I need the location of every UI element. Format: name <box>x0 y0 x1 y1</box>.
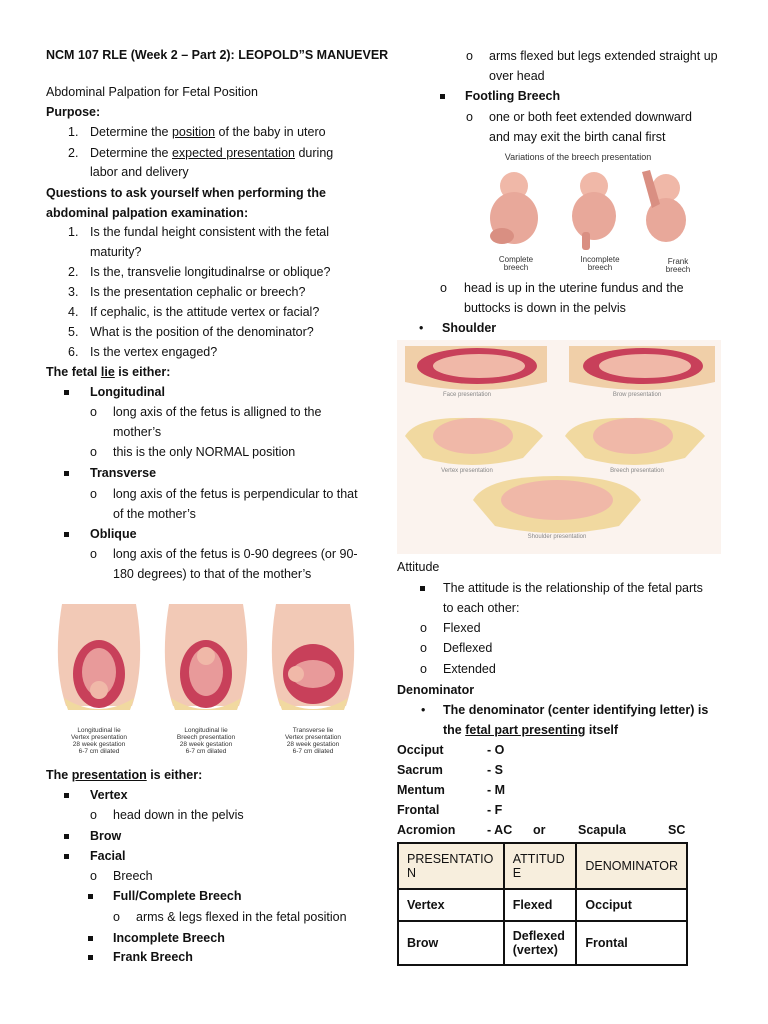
breech-figure-label: Incomplete <box>580 255 620 264</box>
breech-figure-title: Variations of the breech presentation <box>504 152 652 162</box>
purpose-item: Determine the position of the baby in utero <box>90 125 326 139</box>
attitude-item: Flexed <box>443 621 481 635</box>
lie-note-cont: of the mother’s <box>113 507 196 521</box>
square-bullet-icon <box>64 785 69 805</box>
question-item: If cephalic, is the attitude vertex or facial? <box>90 305 320 319</box>
purpose-label: Purpose: <box>46 105 101 119</box>
lie-type: Transverse <box>90 466 157 480</box>
lie-caption: Vertex presentation <box>284 734 342 741</box>
attitude-item: Extended <box>443 662 496 676</box>
circle-bullet-icon: o <box>466 110 473 124</box>
breech-type: Footling Breech <box>465 89 561 103</box>
presentations-figure <box>397 340 721 554</box>
question-num: 1. <box>68 225 79 239</box>
denominator-name: Scapula <box>578 823 626 837</box>
presentation-figure-label: Shoulder presentation <box>527 534 587 540</box>
table-cell: Vertex <box>398 889 504 921</box>
presentation-figure-label: Brow presentation <box>612 392 662 398</box>
square-bullet-icon <box>440 86 445 106</box>
breech-note: arms flexed but legs extended straight up <box>489 49 718 63</box>
shoulder-presentation-figure <box>473 476 641 533</box>
square-bullet-icon <box>64 463 69 483</box>
lie-note-cont: mother’s <box>113 425 162 439</box>
presentation-type: Facial <box>90 849 126 863</box>
vertex-presentation-figure <box>405 418 543 465</box>
brow-presentation-figure <box>569 346 715 390</box>
circle-bullet-icon: o <box>90 547 97 561</box>
presentation-note: head down in the pelvis <box>113 808 244 822</box>
breech-note: head is up in the uterine fundus and the <box>464 281 684 295</box>
breech-figure-label: breech <box>665 265 691 274</box>
breech-presentation-figure <box>565 418 705 465</box>
denominator-or: or <box>533 823 546 837</box>
circle-bullet-icon: o <box>420 621 427 635</box>
table-row <box>398 889 687 921</box>
denominator-definition: The denominator (center identifying letter) is <box>443 703 709 717</box>
lie-heading: The fetal lie is either: <box>46 365 171 379</box>
question-item: Is the vertex engaged? <box>90 345 218 359</box>
question-item: Is the fundal height consistent with the fetal <box>90 225 330 239</box>
circle-bullet-icon: o <box>420 662 427 676</box>
questions-label: abdominal palpation examination: <box>46 206 249 220</box>
question-item: Is the presentation cephalic or breech? <box>90 285 306 299</box>
square-bullet-icon <box>64 382 69 402</box>
lie-note: long axis of the fetus is 0-90 degrees (or 90- <box>113 547 358 561</box>
denominator-name: Sacrum <box>397 763 443 777</box>
denominator-name: Frontal <box>397 803 440 817</box>
fetal-lie-figure <box>44 594 364 762</box>
purpose-num: 2. <box>68 146 79 160</box>
lie-caption: 6-7 cm dilated <box>292 748 334 755</box>
breech-figure-label: breech <box>587 263 613 272</box>
denominator-heading: Denominator <box>397 683 475 697</box>
lie-caption: Breech presentation <box>176 734 236 741</box>
lie-caption: 6-7 cm dilated <box>185 748 227 755</box>
presentation-type: Vertex <box>90 788 128 802</box>
lie-note: this is the only NORMAL position <box>113 445 296 459</box>
lie-note: long axis of the fetus is alligned to the <box>113 405 322 419</box>
lie-caption: Transverse lie <box>292 727 334 734</box>
document-title: NCM 107 RLE (Week 2 – Part 2): LEOPOLD”S MANUEVER <box>46 48 389 62</box>
section-heading: Abdominal Palpation for Fetal Position <box>46 85 258 99</box>
attitude-definition: The attitude is the relationship of the fetal parts <box>443 581 703 595</box>
breech-note: one or both feet extended downward <box>489 110 692 124</box>
complete-breech-figure <box>490 172 538 244</box>
circle-bullet-icon: o <box>90 808 97 822</box>
lie-figure-transverse <box>272 604 354 710</box>
denominator-name: Acromion <box>397 823 456 837</box>
lie-figure-longitudinal-vertex <box>58 604 140 710</box>
square-bullet-icon <box>64 524 69 544</box>
question-num: 3. <box>68 285 79 299</box>
lie-caption: Longitudinal lie <box>184 727 228 734</box>
small-bullet-icon: • <box>421 703 426 717</box>
attitude-denominator-table <box>397 842 688 966</box>
breech-variations-figure <box>466 148 706 276</box>
presentation-type: Brow <box>90 829 122 843</box>
question-num: 4. <box>68 305 79 319</box>
circle-bullet-icon: o <box>420 641 427 655</box>
lie-caption: Vertex presentation <box>70 734 128 741</box>
attitude-heading: Attitude <box>397 560 440 574</box>
breech-figure-label: Frank <box>667 257 689 266</box>
breech-note-cont: over head <box>489 69 545 83</box>
square-bullet-icon <box>88 947 93 967</box>
table-row <box>398 921 687 965</box>
breech-type: Full/Complete Breech <box>113 889 242 903</box>
square-bullet-icon <box>88 928 93 948</box>
breech-note-cont: and may exit the birth canal first <box>489 130 666 144</box>
breech-type: Frank Breech <box>113 950 193 964</box>
purpose-num: 1. <box>68 125 79 139</box>
denominator-code: - O <box>487 743 505 757</box>
lie-caption: 28 week gestation <box>72 741 126 748</box>
circle-bullet-icon: o <box>90 445 97 459</box>
question-num: 5. <box>68 325 79 339</box>
lie-note: long axis of the fetus is perpendicular to that <box>113 487 358 501</box>
presentation-figure-label: Breech presentation <box>610 468 664 474</box>
lie-type: Oblique <box>90 527 137 541</box>
circle-bullet-icon: o <box>90 487 97 501</box>
denominator-code: - M <box>487 783 506 797</box>
incomplete-breech-figure <box>572 172 616 250</box>
table-header-row <box>398 843 687 889</box>
table-cell: Frontal <box>576 921 687 965</box>
denominator-code: SC <box>668 823 686 837</box>
attitude-definition-cont: to each other: <box>443 601 520 615</box>
denominator-code: - AC <box>487 823 513 837</box>
table-cell: Occiput <box>576 889 687 921</box>
circle-bullet-icon: o <box>90 405 97 419</box>
denominator-code: - F <box>487 803 503 817</box>
presentation-subtype: Breech <box>113 869 153 883</box>
lie-figure-longitudinal-breech <box>165 604 247 710</box>
square-bullet-icon <box>64 826 69 846</box>
circle-bullet-icon: o <box>440 281 447 295</box>
denominator-definition-cont: the fetal part presenting itself <box>443 723 619 737</box>
question-num: 2. <box>68 265 79 279</box>
lie-caption: 6-7 cm dilated <box>78 748 120 755</box>
table-header-cell: ATTITUD E <box>504 843 577 889</box>
frank-breech-figure <box>642 170 686 242</box>
question-item: Is the, transvelie longitudinalrse or oblique? <box>90 265 331 279</box>
table-header-cell: PRESENTATIO N <box>398 843 504 889</box>
round-bullet-icon: • <box>419 321 424 335</box>
table-cell: Deflexed (vertex) <box>504 921 577 965</box>
lie-type: Longitudinal <box>90 385 165 399</box>
table-cell: Flexed <box>504 889 577 921</box>
lie-caption: Longitudinal lie <box>77 727 121 734</box>
denominator-name: Occiput <box>397 743 444 757</box>
denominator-name: Mentum <box>397 783 445 797</box>
face-presentation-figure <box>405 346 547 390</box>
denominator-code: - S <box>487 763 503 777</box>
circle-bullet-icon: o <box>90 869 97 883</box>
lie-note-cont: 180 degrees) to that of the mother’s <box>113 567 312 581</box>
presentation-figure-label: Vertex presentation <box>441 468 493 474</box>
question-item: What is the position of the denominator? <box>90 325 314 339</box>
attitude-item: Deflexed <box>443 641 493 655</box>
breech-note: arms & legs flexed in the fetal position <box>136 910 347 924</box>
breech-figure-label: Complete <box>498 255 534 264</box>
square-bullet-icon <box>88 886 93 906</box>
lie-caption: 28 week gestation <box>286 741 340 748</box>
presentation-type: Shoulder <box>442 321 497 335</box>
breech-note-cont: buttocks is down in the pelvis <box>464 301 626 315</box>
square-bullet-icon <box>64 846 69 866</box>
presentation-heading: The presentation is either: <box>46 768 203 782</box>
purpose-item: Determine the expected presentation during <box>90 146 334 160</box>
breech-figure-label: breech <box>503 263 529 272</box>
breech-type: Incomplete Breech <box>113 931 225 945</box>
square-bullet-icon <box>420 578 425 598</box>
presentation-figure-label: Face presentation <box>442 392 492 398</box>
circle-bullet-icon: o <box>113 910 120 924</box>
table-cell: Brow <box>398 921 504 965</box>
table-header-cell: DENOMINATOR <box>576 843 687 889</box>
questions-label: Questions to ask yourself when performing the <box>46 186 326 200</box>
lie-caption: 28 week gestation <box>179 741 233 748</box>
question-num: 6. <box>68 345 79 359</box>
question-item-cont: maturity? <box>90 245 142 259</box>
circle-bullet-icon: o <box>466 49 473 63</box>
purpose-item-cont: labor and delivery <box>90 165 189 179</box>
